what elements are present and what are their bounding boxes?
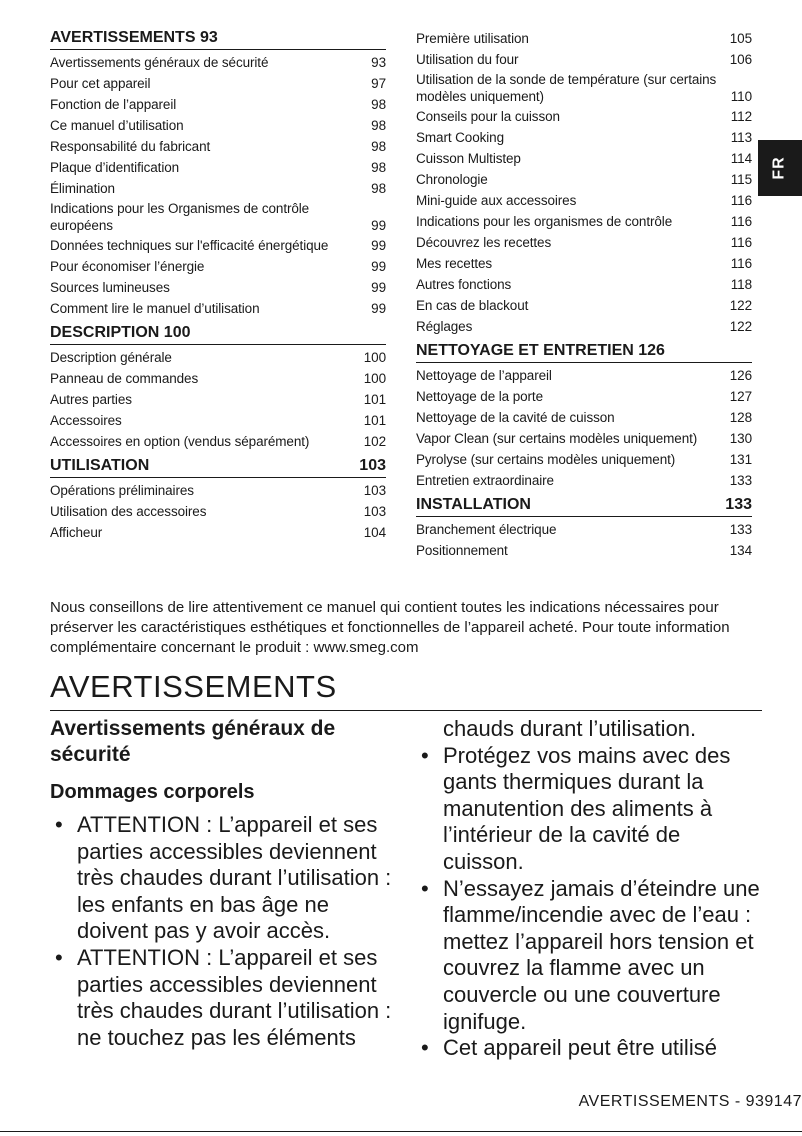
toc-entry-page: 100	[363, 371, 386, 386]
toc-entry-page: 100	[363, 350, 386, 365]
toc-entry-title: Opérations préliminaires	[50, 483, 194, 498]
toc-entry-title: Conseils pour la cuisson	[416, 109, 560, 124]
toc-entry-title: Première utilisation	[416, 31, 529, 46]
toc-entry-page: 101	[363, 392, 386, 407]
toc-entry-page: 103	[363, 504, 386, 519]
toc-entry[interactable]	[416, 49, 752, 70]
toc-section-title: DESCRIPTION 100	[50, 324, 191, 341]
toc-entry-page: 93	[371, 55, 386, 70]
toc-entry-title: Responsabilité du fabricant	[50, 139, 211, 154]
toc-entry-title: Autres fonctions	[416, 277, 512, 292]
toc-entry-title: En cas de blackout	[416, 298, 529, 313]
toc-entry-title: Smart Cooking	[416, 130, 504, 145]
toc-entry[interactable]	[416, 232, 752, 253]
toc-entry-page: 102	[363, 434, 386, 449]
toc-entry-page: 98	[371, 118, 386, 133]
body-column-right	[416, 716, 762, 1062]
toc-entry-title: Nettoyage de la cavité de cuisson	[416, 410, 615, 425]
toc-entry[interactable]	[416, 274, 752, 295]
title-divider	[50, 710, 762, 711]
warning-list	[50, 812, 400, 1051]
toc-entry-page: 115	[730, 172, 752, 187]
toc-entry-page: 130	[729, 431, 752, 446]
toc-entry-page: 134	[729, 543, 752, 558]
toc-entry[interactable]	[50, 410, 386, 431]
toc-entry-page: 99	[371, 217, 386, 233]
toc-entry[interactable]	[416, 449, 752, 470]
toc-section-title: UTILISATION	[50, 457, 150, 474]
toc-entry-page: 99	[371, 280, 386, 295]
toc-entry-title: Nettoyage de la porte	[416, 389, 543, 404]
toc-entry[interactable]	[50, 431, 386, 452]
toc-entry[interactable]	[50, 73, 386, 94]
toc-entry-title: Utilisation de la sonde de température (sur certains modèles uniquement)	[416, 72, 717, 104]
toc-entry-title: Comment lire le manuel d’utilisation	[50, 301, 260, 316]
section-title: Avertissements généraux de sécurité	[50, 717, 336, 766]
toc-section-heading[interactable]	[50, 323, 386, 345]
toc-entry-page: 104	[363, 525, 386, 540]
toc-entry[interactable]	[50, 157, 386, 178]
toc-entry-title: Sources lumineuses	[50, 280, 170, 295]
toc-entry-page: 103	[363, 483, 386, 498]
toc-entry-page: 128	[729, 410, 752, 425]
toc-entry-page: 99	[371, 259, 386, 274]
toc-entry[interactable]	[50, 501, 386, 522]
toc-entry-title: Fonction de l’appareil	[50, 97, 177, 112]
toc-entry[interactable]	[50, 235, 386, 256]
toc-entry-page: 98	[371, 139, 386, 154]
toc-entry[interactable]	[416, 407, 752, 428]
toc-entry-title: Utilisation du four	[416, 52, 519, 67]
list-item: • Protégez vos mains avec des gants thermiques durant la manutention des aliments à l’intérieur de la cavité de cuisson.	[416, 743, 762, 876]
toc-entry-title: Accessoires	[50, 413, 122, 428]
toc-section-title: NETTOYAGE ET ENTRETIEN 126	[416, 342, 665, 359]
toc-entry-title: Utilisation des accessoires	[50, 504, 207, 519]
toc-entry-title: Mini-guide aux accessoires	[416, 193, 577, 208]
toc-entry-page: 127	[729, 389, 752, 404]
intro-paragraph: Nous conseillons de lire attentivement ce manuel qui contient toutes les indications nécessaires pour préserver les caractéristiques esthétiques et fonctionnelles de l’appareil acheté. Pour toute information complémentaire concernant le produit : www.smeg.com	[50, 599, 730, 656]
toc-entry-title: Découvrez les recettes	[416, 235, 552, 250]
toc-entry[interactable]	[50, 347, 386, 368]
toc-entry[interactable]	[50, 136, 386, 157]
toc-entry[interactable]	[50, 52, 386, 73]
toc-entry[interactable]	[416, 148, 752, 169]
toc-entry-page: 114	[730, 151, 752, 166]
toc-entry-title: Pour cet appareil	[50, 76, 151, 91]
toc-entry[interactable]	[416, 127, 752, 148]
language-tab-label: FR	[770, 156, 788, 180]
toc-entry[interactable]	[416, 519, 752, 540]
toc-entry-title: Ce manuel d’utilisation	[50, 118, 184, 133]
toc-entry-title: Indications pour les organismes de contrôle	[416, 214, 673, 229]
toc-entry[interactable]	[50, 178, 386, 199]
toc-entry-page: 99	[371, 301, 386, 316]
toc-entry-page: 99	[371, 238, 386, 253]
toc-entry-title: Mes recettes	[416, 256, 493, 271]
toc-entry-page: 106	[729, 52, 752, 67]
toc-entry-title: Vapor Clean (sur certains modèles uniquement)	[416, 431, 698, 446]
toc-entry-title: Panneau de commandes	[50, 371, 199, 386]
toc-entry-page: 116	[730, 214, 752, 229]
toc-section-heading[interactable]	[50, 456, 386, 478]
language-tab	[758, 140, 802, 196]
list-item: • ATTENTION : L’appareil et ses parties accessibles deviennent très chaudes durant l’utilisation : les enfants en bas âge ne doivent pas y avoir accès.	[50, 812, 400, 945]
toc-entry-page: 122	[729, 319, 752, 334]
toc-section-title: AVERTISSEMENTS 93	[50, 29, 218, 46]
subsection-title: Dommages corporels	[50, 781, 255, 803]
toc-entry-page: 98	[371, 181, 386, 196]
body-column-left	[50, 716, 400, 1051]
toc-left-column	[50, 28, 386, 543]
toc-entry-title: Avertissements généraux de sécurité	[50, 55, 269, 70]
toc-entry-title: Afficheur	[50, 525, 103, 540]
toc-entry[interactable]	[416, 211, 752, 232]
toc-entry[interactable]	[50, 480, 386, 501]
page-footer: AVERTISSEMENTS - 939147	[578, 1093, 802, 1110]
toc-entry[interactable]	[50, 256, 386, 277]
toc-section-page: 133	[725, 496, 752, 513]
toc-entry[interactable]	[50, 298, 386, 319]
toc-entry-page: 110	[730, 88, 752, 104]
toc-entry[interactable]	[416, 70, 752, 106]
toc-entry[interactable]	[50, 277, 386, 298]
toc-entry-title: Pour économiser l’énergie	[50, 259, 205, 274]
toc-entry-title: Description générale	[50, 350, 172, 365]
toc-entry-page: 116	[730, 235, 752, 250]
toc-section-heading[interactable]	[416, 341, 752, 363]
toc-entry-title: Indications pour les Organismes de contrôle européens	[50, 201, 310, 233]
toc-entry-page: 101	[363, 413, 386, 428]
toc-entry-title: Branchement électrique	[416, 522, 557, 537]
toc-entry-title: Nettoyage de l’appareil	[416, 368, 552, 383]
list-item: • N’essayez jamais d’éteindre une flamme/incendie avec de l’eau : mettez l’appareil hors tension et couvrez la flamme avec un couvercle ou une couverture ignifuge.	[416, 876, 762, 1036]
toc-entry-page: 98	[371, 97, 386, 112]
toc-entry[interactable]	[416, 470, 752, 491]
toc-section-title: INSTALLATION	[416, 496, 531, 513]
toc-entry[interactable]	[416, 253, 752, 274]
toc-entry[interactable]	[416, 540, 752, 561]
toc-entry[interactable]	[50, 368, 386, 389]
bottom-divider	[0, 1131, 802, 1132]
toc-entry[interactable]	[50, 199, 386, 235]
toc-entry[interactable]	[50, 522, 386, 543]
toc-entry-page: 112	[730, 109, 752, 124]
toc-entry-page: 98	[371, 160, 386, 175]
toc-entry-title: Entretien extraordinaire	[416, 473, 554, 488]
toc-entry[interactable]	[416, 295, 752, 316]
toc-entry-page: 133	[729, 522, 752, 537]
continued-text: chauds durant l’utilisation.	[443, 716, 697, 741]
toc-entry-title: Autres parties	[50, 392, 132, 407]
list-item: • ATTENTION : L’appareil et ses parties accessibles deviennent très chaudes durant l’utilisation : ne touchez pas les éléments	[50, 945, 400, 1051]
toc-entry[interactable]	[50, 115, 386, 136]
toc-entry-title: Chronologie	[416, 172, 488, 187]
toc-entry[interactable]	[416, 190, 752, 211]
toc-entry[interactable]	[416, 106, 752, 127]
warning-list	[416, 743, 762, 1062]
toc-entry-page: 118	[730, 277, 752, 292]
toc-entry-title: Élimination	[50, 181, 115, 196]
toc-entry[interactable]	[416, 316, 752, 337]
toc-entry[interactable]	[416, 428, 752, 449]
toc-entry-title: Pyrolyse (sur certains modèles uniquement)	[416, 452, 676, 467]
list-item: • Cet appareil peut être utilisé	[416, 1035, 762, 1062]
toc-entry-title: Réglages	[416, 319, 473, 334]
toc-entry-title: Positionnement	[416, 543, 508, 558]
toc-entry-title: Cuisson Multistep	[416, 151, 521, 166]
toc-entry-page: 131	[729, 452, 752, 467]
toc-entry[interactable]	[50, 94, 386, 115]
toc-entry-title: Accessoires en option (vendus séparément)	[50, 434, 310, 449]
toc-entry-title: Plaque d’identification	[50, 160, 180, 175]
toc-right-column	[416, 28, 752, 561]
toc-entry[interactable]	[416, 386, 752, 407]
page-title: AVERTISSEMENTS	[50, 669, 337, 704]
toc-entry-page: 133	[729, 473, 752, 488]
toc-section-heading[interactable]	[50, 28, 386, 50]
toc-entry[interactable]	[416, 169, 752, 190]
toc-entry-page: 122	[729, 298, 752, 313]
toc-entry-title: Données techniques sur l'efficacité énergétique	[50, 238, 329, 253]
toc-entry-page: 116	[730, 193, 752, 208]
toc-entry-page: 116	[730, 256, 752, 271]
toc-entry-page: 113	[730, 130, 752, 145]
toc-entry-page: 97	[371, 76, 386, 91]
toc-entry-page: 126	[729, 368, 752, 383]
toc-entry[interactable]	[416, 28, 752, 49]
toc-entry[interactable]	[50, 389, 386, 410]
toc-section-page: 103	[359, 457, 386, 474]
toc-entry-page: 105	[729, 31, 752, 46]
toc-section-heading[interactable]	[416, 495, 752, 517]
toc-entry[interactable]	[416, 365, 752, 386]
